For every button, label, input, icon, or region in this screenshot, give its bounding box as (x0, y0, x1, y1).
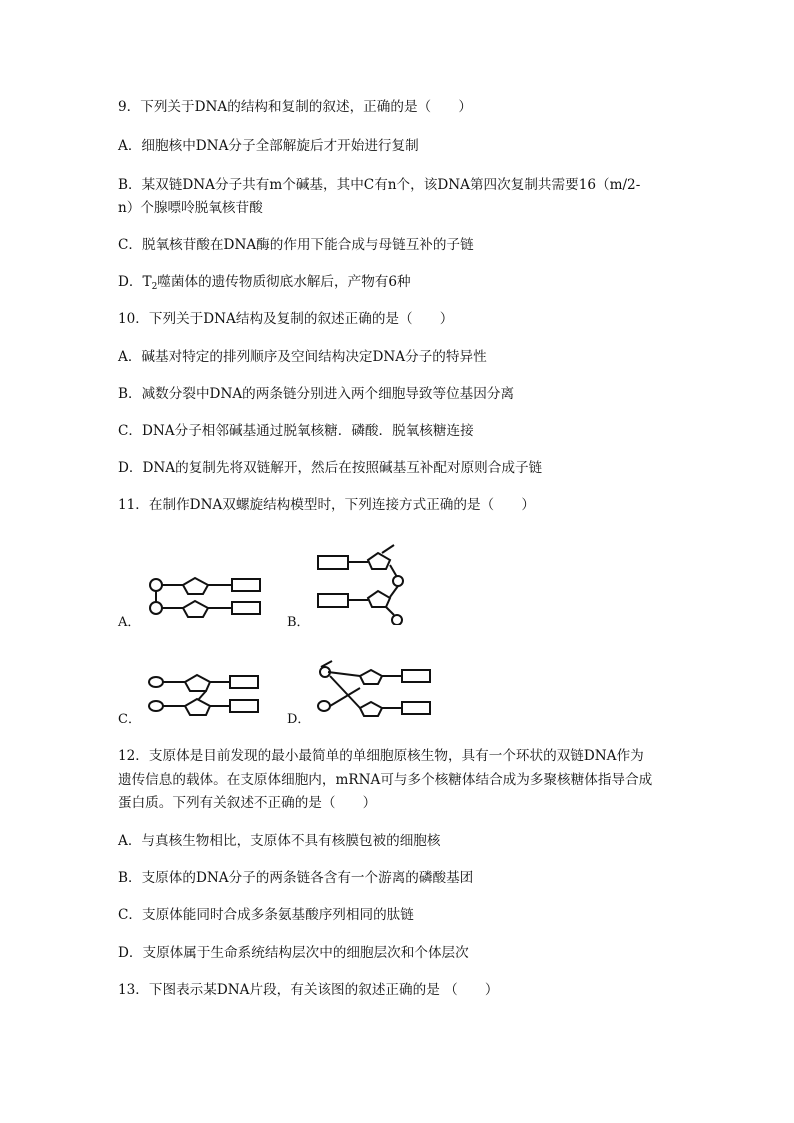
q11-diagram-a (140, 575, 265, 623)
q11-diagram-c (140, 670, 265, 720)
q11-diagram-b (312, 543, 407, 625)
q11-label-c: C． (118, 712, 141, 727)
q12-option-d: D．支原体属于生命系统结构层次中的细胞层次和个体层次 (118, 945, 469, 961)
q9-option-b-line1: B．某双链DNA分子共有m个碱基，其中C有n个，该DNA第四次复制共需要16（m/2- (118, 177, 641, 193)
q9-option-d-subscript: 2 (151, 282, 158, 292)
q9-option-b-line2: n）个腺嘌呤脱氧核苷酸 (118, 200, 263, 216)
q9-option-d (118, 273, 411, 296)
q12-stem-line1: 12．支原体是目前发现的最小最简单的单细胞原核生物，具有一个环状的双链DNA作为 (118, 748, 644, 764)
q10-option-b: B．减数分裂中DNA的两条链分别进入两个细胞导致等位基因分离 (118, 386, 515, 402)
q9-option-a: A．细胞核中DNA分子全部解旋后才开始进行复制 (118, 138, 419, 154)
q10-option-c: C．DNA分子相邻碱基通过脱氧核糖．磷酸．脱氧核糖连接 (118, 423, 474, 439)
q9-stem: 9．下列关于DNA的结构和复制的叙述，正确的是（ ） (118, 99, 472, 115)
q12-option-a: A．与真核生物相比，支原体不具有核膜包被的细胞核 (118, 833, 441, 849)
q12-option-c: C．支原体能同时合成多条氨基酸序列相同的肽链 (118, 907, 414, 923)
q10-option-d: D．DNA的复制先将双链解开，然后在按照碱基互补配对原则合成子链 (118, 460, 543, 476)
q12-stem-line3: 蛋白质。下列有关叙述不正确的是（ ） (118, 795, 377, 811)
q9-option-d-prefix: D．T (118, 274, 152, 290)
q11-stem: 11．在制作DNA双螺旋结构模型时，下列连接方式正确的是（ ） (118, 497, 535, 513)
q9-option-d-suffix: 噬菌体的遗传物质彻底水解后，产物有6种 (157, 274, 411, 290)
q11-label-b: B． (287, 615, 310, 630)
q13-stem: 13．下图表示某DNA片段，有关该图的叙述正确的是 （ ） (118, 982, 499, 998)
q11-label-d: D． (287, 712, 311, 727)
q11-label-a: A． (118, 615, 141, 630)
q10-option-a: A．碱基对特定的排列顺序及空间结构决定DNA分子的特异性 (118, 349, 487, 365)
q10-stem: 10．下列关于DNA结构及复制的叙述正确的是（ ） (118, 311, 454, 327)
q12-option-b: B．支原体的DNA分子的两条链各含有一个游离的磷酸基团 (118, 870, 474, 886)
q9-option-c: C．脱氧核苷酸在DNA酶的作用下能合成与母链互补的子链 (118, 237, 474, 253)
q12-stem-line2: 遗传信息的载体。在支原体细胞内，mRNA可与多个核糖体结合成为多聚核糖体指导合成 (118, 772, 653, 788)
q11-diagram-d (312, 658, 437, 720)
